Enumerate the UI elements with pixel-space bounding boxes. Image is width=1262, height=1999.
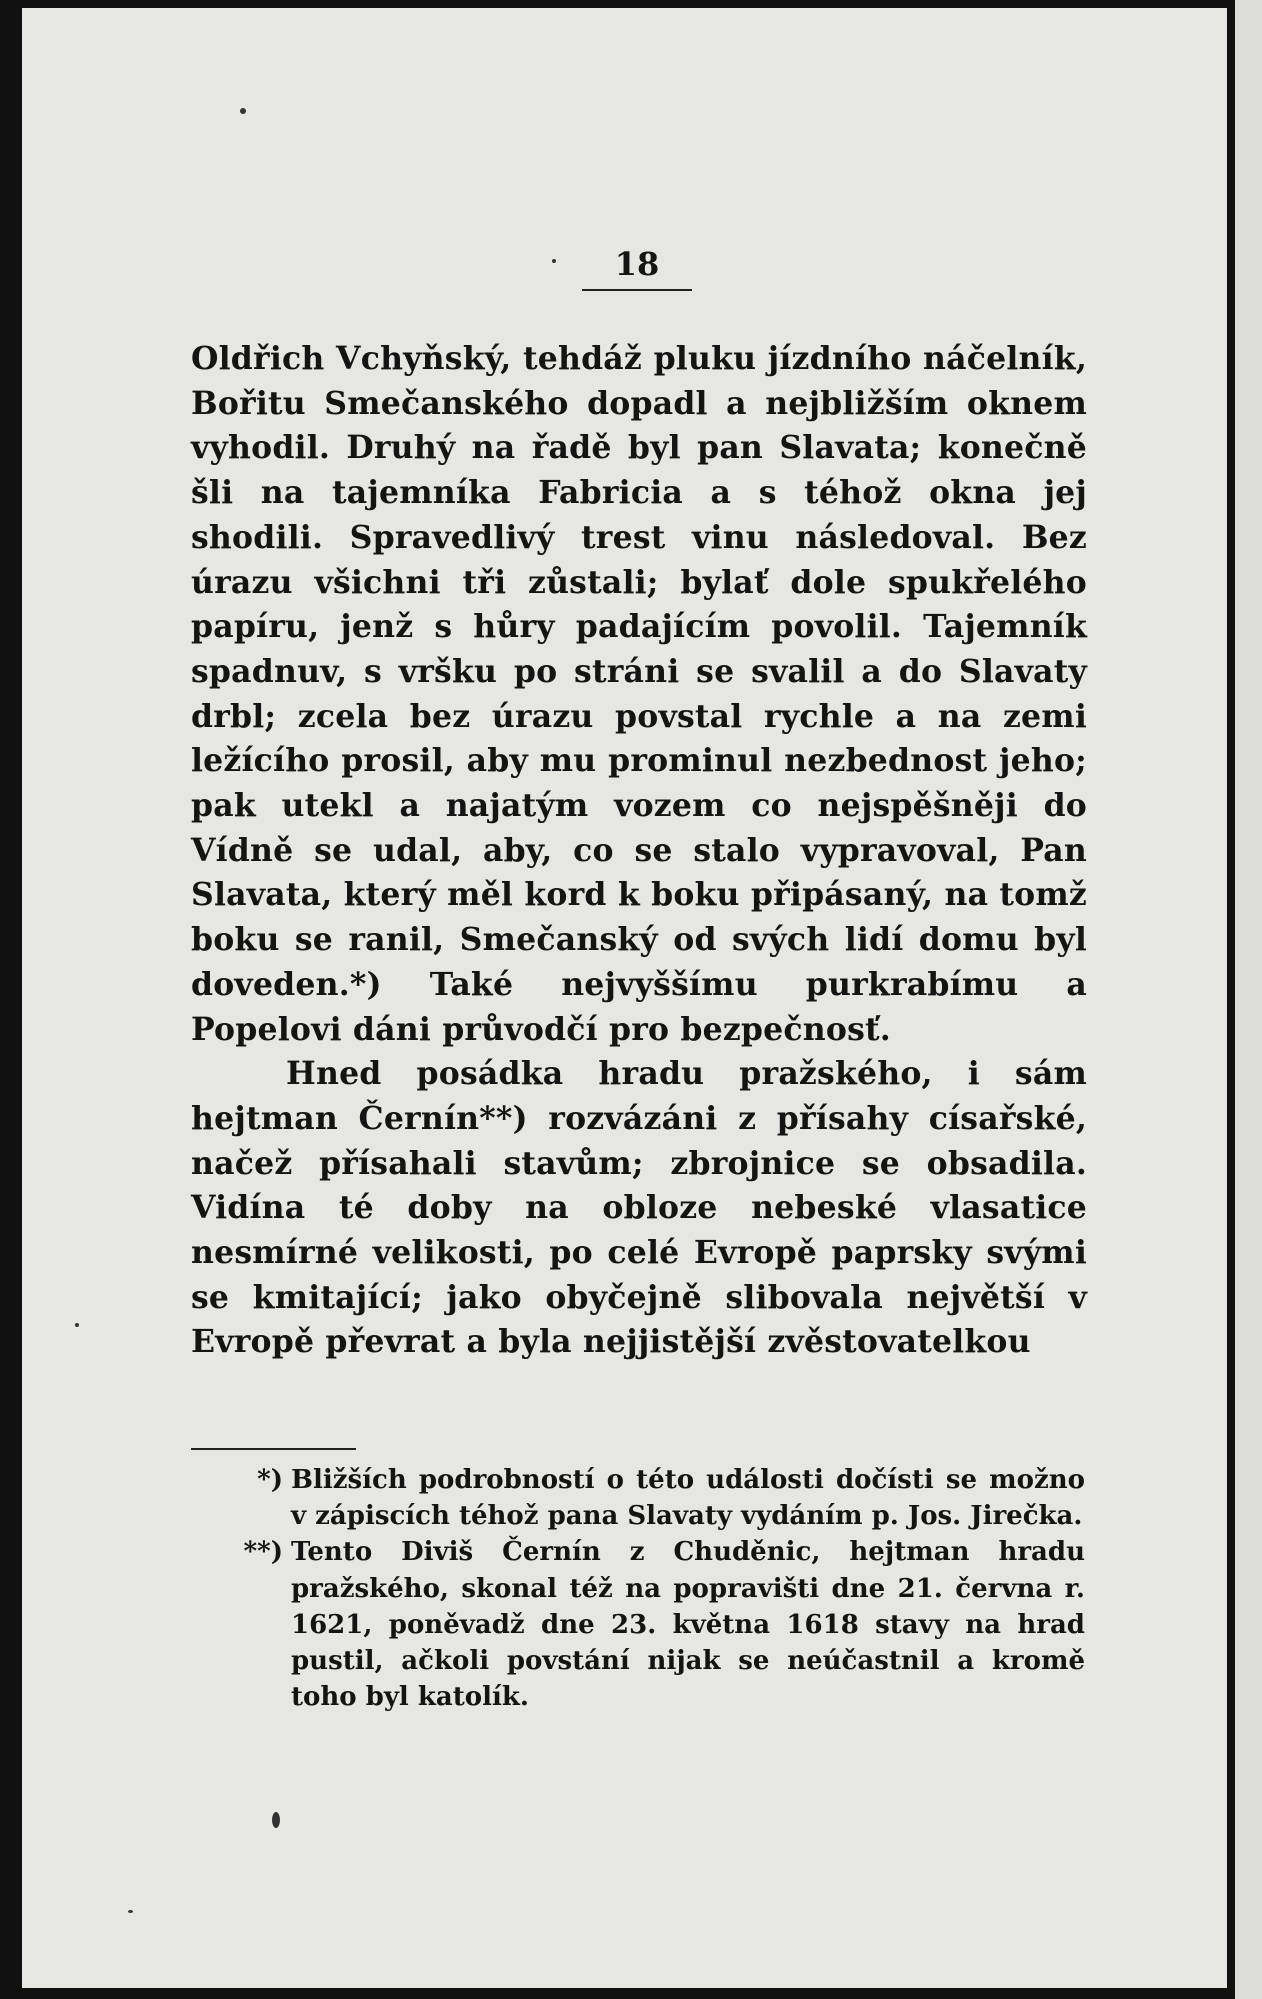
footnote-mark: *) — [257, 1465, 283, 1495]
paragraph-1: Oldřich Vchyňský, tehdáž pluku jízdního náčelník, Bořitu Smečanského dopadl a nejbližším oknem vyhodil. Druhý na řadě byl pan Slavata; konečně šli na tajemníka Fabricia a s téhož okna jej shodili. Spravedlivý trest vinu následoval. Bez úrazu všichni tři zůstali; bylať dole spukřelého papíru, jenž s hůry padajícím povolil. Tajemník spadnuv, s vršku po stráni se svalil a do Slavaty drbl; zcela bez úrazu povstal rychle a na zemi ležícího prosil, aby mu prominul nezbednost jeho; pak utekl a najatým vozem co nejspěšněji do Vídně se udal, aby, co se stalo vypravoval, Pan Slavata, který měl kord k boku připásaný, na tomž boku se ranil, Smečanský od svých lidí domu byl doveden.*) Také nejvyššímu purkrabímu a Popelovi dáni průvodčí pro bezpečnosť. — [191, 340, 1087, 1048]
footnotes — [205, 1462, 1085, 1715]
scan-speck — [272, 1812, 280, 1828]
footnote-2 — [205, 1534, 1085, 1715]
footnote-mark: **) — [243, 1537, 283, 1568]
main-text — [191, 337, 1087, 1365]
page-header — [582, 245, 692, 291]
scan-speck — [75, 1323, 79, 1327]
footnote-1 — [205, 1462, 1085, 1534]
scan-speck — [128, 1910, 133, 1913]
page-number: 18 — [614, 245, 660, 283]
footnote-text: Tento Diviš Černín z Chuděnic, hejtman hradu pražského, skonal též na popravišti dne 21. června r. 1621, poněvadž dne 23. května 1618 stavy na hrad pustil, ačkoli povstání nijak se neúčastnil a kromě toho byl katolík. — [291, 1537, 1085, 1713]
scan-speck — [240, 108, 246, 114]
footnote-text: Bližších podrobností o této události dočísti se možno v zápiscích téhož pana Slavaty vydáním p. Jos. Jirečka. — [291, 1465, 1085, 1532]
footnote-rule — [191, 1448, 356, 1450]
page-number-rule — [582, 289, 692, 291]
paragraph-2: Hned posádka hradu pražského, i sám hejtman Černín**) rozvázáni z přísahy císařské, načež přísahali stavům; zbrojnice se obsadila. Vidína té doby na obloze nebeské vlasatice nesmírné velikosti, po celé Evropě paprsky svými se kmitající; jako obyčejně slibovala největší v Evropě převrat a byla nejjistější zvěstovatelkou — [191, 1055, 1087, 1361]
scan-speck — [552, 259, 556, 263]
scan-edge — [1235, 0, 1262, 1999]
